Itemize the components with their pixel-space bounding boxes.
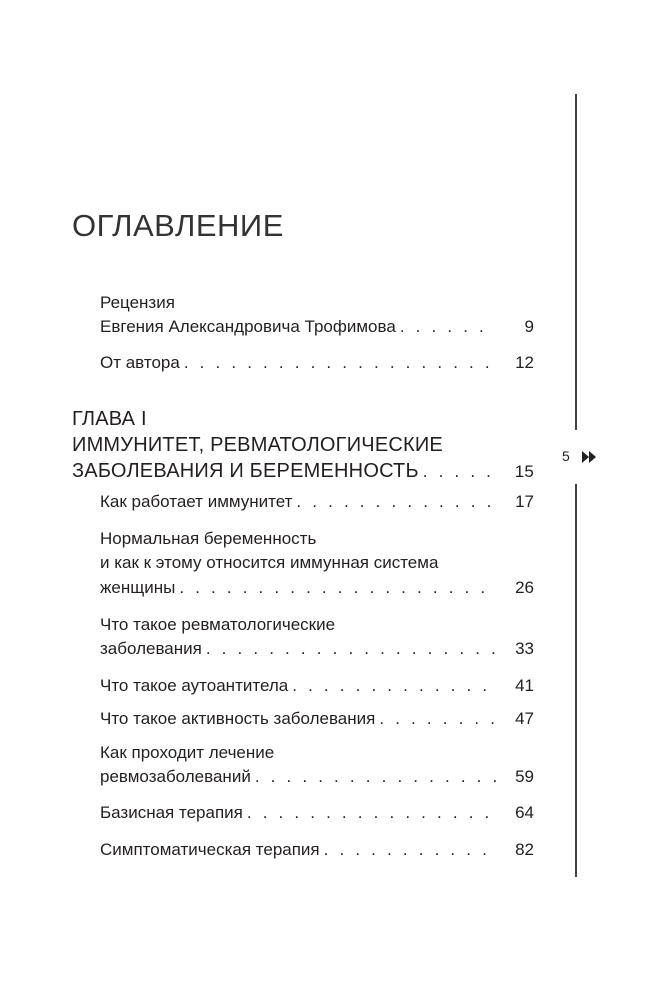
toc-entry[interactable] (100, 708, 534, 730)
toc-entry-label: Базисная терапия (100, 803, 243, 822)
toc-page-number: 9 (524, 317, 534, 336)
chapter-number: ГЛАВА I (72, 408, 147, 430)
toc-entry-label: женщины (100, 578, 176, 597)
toc-page-number: 64 (515, 803, 534, 822)
dot-leader (400, 316, 496, 338)
chapter-title-line: ИММУНИТЕТ, РЕВМАТОЛОГИЧЕСКИЕ (72, 434, 443, 456)
toc-page-number: 12 (515, 353, 534, 372)
margin-rule-top (575, 94, 577, 430)
toc-entry[interactable] (100, 316, 534, 338)
toc-entry-line: Что такое ревматологические (100, 615, 336, 634)
toc-entry-label: От автора (100, 353, 180, 372)
toc-entry-label: заболевания (100, 639, 202, 658)
toc-entry-line: Рецензия (100, 293, 175, 312)
dot-leader (184, 352, 496, 374)
toc-entry-label: Как работает иммунитет (100, 492, 293, 511)
toc-entry[interactable] (100, 352, 534, 374)
toc-entry-label: Что такое активность заболевания (100, 709, 376, 728)
dot-leader (255, 766, 496, 788)
dot-leader (292, 675, 496, 697)
toc-entry[interactable] (100, 839, 534, 861)
toc-entry[interactable] (100, 491, 534, 513)
dot-leader (324, 839, 496, 861)
toc-entry[interactable] (100, 577, 534, 599)
page-number: 5 (562, 448, 570, 464)
toc-entry-line: и как к этому относится иммунная система (100, 553, 439, 572)
margin-rule-bottom (575, 484, 577, 877)
dot-leader (296, 491, 496, 513)
dot-leader (247, 802, 496, 824)
toc-page-number: 17 (515, 492, 534, 511)
toc-page-number: 26 (515, 578, 534, 597)
double-arrow-right-icon (582, 451, 598, 463)
toc-page-number: 82 (515, 840, 534, 859)
toc-page-number: 33 (515, 639, 534, 658)
toc-entry[interactable] (100, 766, 534, 788)
toc-entry-line: Нормальная беременность (100, 529, 317, 548)
toc-entry[interactable] (100, 675, 534, 697)
toc-entry[interactable] (100, 802, 534, 824)
toc-page-number: 15 (514, 462, 534, 481)
dot-leader (423, 459, 496, 485)
dot-leader (379, 708, 496, 730)
toc-entry-label: Симптоматическая терапия (100, 840, 320, 859)
dot-leader (179, 577, 496, 599)
toc-entry-label: ревмозаболеваний (100, 767, 251, 786)
toc-title: ОГЛАВЛЕНИЕ (72, 208, 284, 243)
toc-page-number: 41 (515, 676, 534, 695)
toc-chapter-entry[interactable] (72, 458, 534, 485)
toc-entry-label: Что такое аутоантитела (100, 676, 289, 695)
toc-entry-line: Как проходит лечение (100, 743, 275, 762)
dot-leader (206, 638, 496, 660)
toc-page-number: 59 (515, 767, 534, 786)
toc-entry-label: Евгения Александровича Трофимова (100, 317, 396, 336)
toc-page-number: 47 (515, 709, 534, 728)
chapter-title-line: ЗАБОЛЕВАНИЯ И БЕРЕМЕННОСТЬ (72, 460, 419, 482)
toc-entry[interactable] (100, 638, 534, 660)
